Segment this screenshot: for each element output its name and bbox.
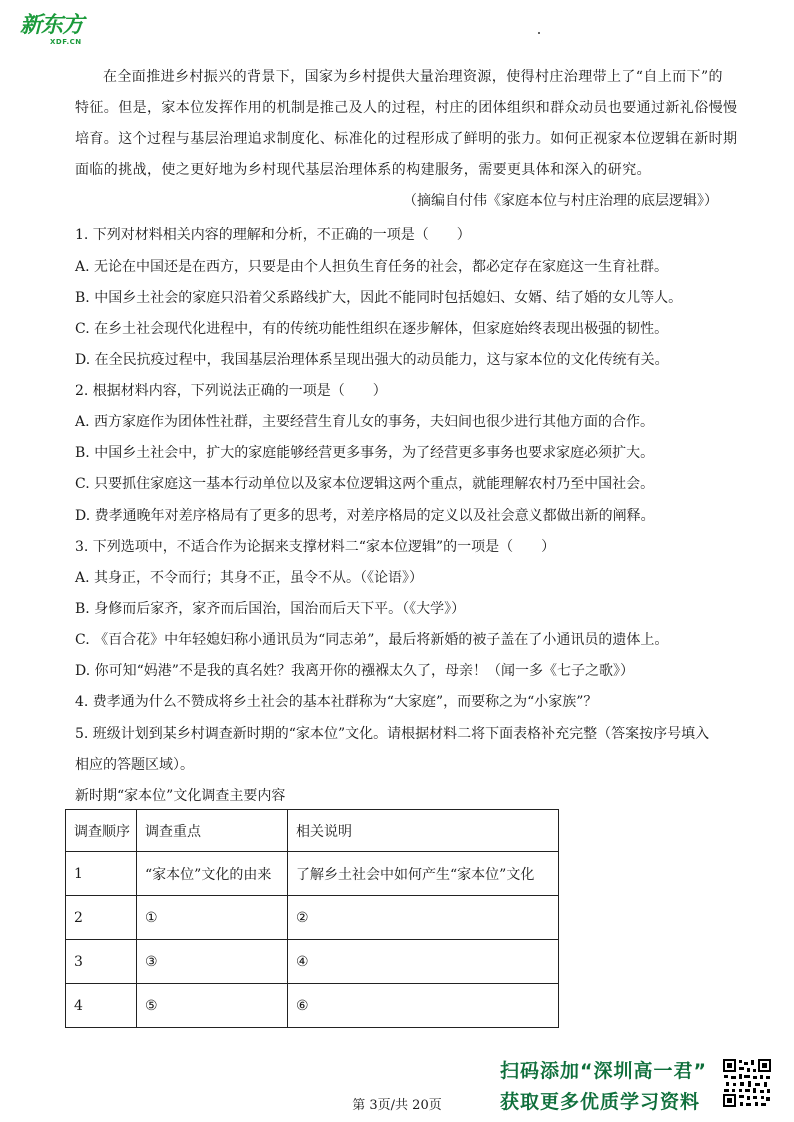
page-number: 第 3页/共 20页 bbox=[352, 1098, 442, 1113]
answer-blank-3: ③ bbox=[137, 940, 288, 984]
question-2-option-b: B. 中国乡土社会中，扩大的家庭能够经营更多事务，为了经营更多事务也要求家庭必须扩大。 bbox=[75, 445, 655, 461]
table-cell: 2 bbox=[66, 896, 137, 940]
table-row bbox=[66, 984, 559, 1028]
promo-line-2: 获取更多优质学习资料 bbox=[500, 1091, 701, 1113]
question-1-option-a: A. 无论在中国还是在西方，只要是由个人担负生育任务的社会，都必定存在家庭这一生育社群。 bbox=[75, 259, 669, 275]
question-1-option-b: B. 中国乡土社会的家庭只沿着父系路线扩大，因此不能同时包括媳妇、女婿、结了婚的女儿等人。 bbox=[75, 290, 683, 306]
question-5-stem-cont: 相应的答题区域）。 bbox=[75, 757, 194, 773]
passage-citation: （摘编自付伟《家庭本位与村庄治理的底层逻辑》） bbox=[403, 193, 718, 209]
table-cell: 3 bbox=[66, 940, 137, 984]
answer-blank-2: ② bbox=[288, 896, 559, 940]
question-2-option-c: C. 只要抓住家庭这一基本行动单位以及家本位逻辑这两个重点，就能理解农村乃至中国社会。 bbox=[75, 476, 655, 492]
answer-blank-6: ⑥ bbox=[288, 984, 559, 1028]
table-cell: 4 bbox=[66, 984, 137, 1028]
logo-subtext: XDF.CN bbox=[50, 38, 82, 46]
xdf-logo bbox=[20, 14, 100, 48]
table-header-cell: 调查重点 bbox=[137, 810, 288, 852]
answer-blank-1: ① bbox=[137, 896, 288, 940]
passage-line: 培育。这个过程与基层治理追求制度化、标准化的过程形成了鲜明的张力。如何正视家本位逻辑在新时期 bbox=[75, 131, 738, 147]
question-2-option-d: D. 费孝通晚年对差序格局有了更多的思考，对差序格局的定义以及社会意义都做出新的阐释。 bbox=[75, 508, 655, 524]
scan-dot bbox=[538, 32, 540, 34]
question-3-option-b: B. 身修而后家齐，家齐而后国治，国治而后天下平。（《大学》） bbox=[75, 601, 466, 617]
survey-table bbox=[65, 809, 559, 1028]
promo-line-1: 扫码添加“深圳高一君” bbox=[500, 1060, 707, 1082]
question-2-option-a: A. 西方家庭作为团体性社群，主要经营生育儿女的事务，夫妇间也很少进行其他方面的合作。 bbox=[75, 414, 655, 430]
passage-line: 特征。但是，家本位发挥作用的机制是推己及人的过程，村庄的团体组织和群众动员也要通过新礼俗慢慢 bbox=[75, 100, 738, 116]
question-3-option-d: D. 你可知“妈港”不是我的真名姓？我离开你的襁褓太久了，母亲！（闻一多《七子之歌》） bbox=[75, 663, 634, 679]
answer-blank-4: ④ bbox=[288, 940, 559, 984]
table-header-cell: 调查顺序 bbox=[66, 810, 137, 852]
logo-text: 新东方 bbox=[20, 13, 84, 38]
table-header-row bbox=[66, 810, 559, 852]
question-1-stem: 1. 下列对材料相关内容的理解和分析，不正确的一项是（ ） bbox=[75, 227, 471, 243]
table-row bbox=[66, 852, 559, 896]
passage-line: 在全面推进乡村振兴的背景下，国家为乡村提供大量治理资源，使得村庄治理带上了“自上而下”的 bbox=[103, 69, 723, 85]
table-title: 新时期“家本位”文化调查主要内容 bbox=[75, 788, 286, 804]
question-2-stem: 2. 根据材料内容，下列说法正确的一项是（ ） bbox=[75, 383, 387, 399]
passage bbox=[75, 66, 738, 186]
question-1-option-c: C. 在乡土社会现代化进程中，有的传统功能性组织在逐步解体，但家庭始终表现出极强的韧性。 bbox=[75, 321, 669, 337]
table-cell: 了解乡土社会中如何产生“家本位”文化 bbox=[288, 852, 559, 896]
table-row bbox=[66, 896, 559, 940]
table-header-cell: 相关说明 bbox=[288, 810, 559, 852]
passage-line: 面临的挑战，使之更好地为乡村现代基层治理体系的构建服务，需要更具体和深入的研究。 bbox=[75, 162, 651, 178]
question-3-stem: 3. 下列选项中，不适合作为论据来支撑材料二“家本位逻辑”的一项是（ ） bbox=[75, 539, 556, 555]
table-row bbox=[66, 940, 559, 984]
table-cell: “家本位”文化的由来 bbox=[137, 852, 288, 896]
answer-blank-5: ⑤ bbox=[137, 984, 288, 1028]
question-3-option-a: A. 其身正，不令而行；其身不正，虽令不从。（《论语》） bbox=[75, 570, 424, 586]
question-4-stem: 4. 费孝通为什么不赞成将乡土社会的基本社群称为“大家庭”，而要称之为“小家族”？ bbox=[75, 694, 598, 710]
table-cell: 1 bbox=[66, 852, 137, 896]
question-3-option-c: C. 《百合花》中年轻媳妇称小通讯员为“同志弟”，最后将新婚的被子盖在了小通讯员的遗体上。 bbox=[75, 632, 669, 648]
question-1-option-d: D. 在全民抗疫过程中，我国基层治理体系呈现出强大的动员能力，这与家本位的文化传统有关。 bbox=[75, 352, 669, 368]
question-5-stem: 5. 班级计划到某乡村调查新时期的“家本位”文化。请根据材料二将下面表格补充完整（答案按序号填入 bbox=[75, 726, 710, 742]
